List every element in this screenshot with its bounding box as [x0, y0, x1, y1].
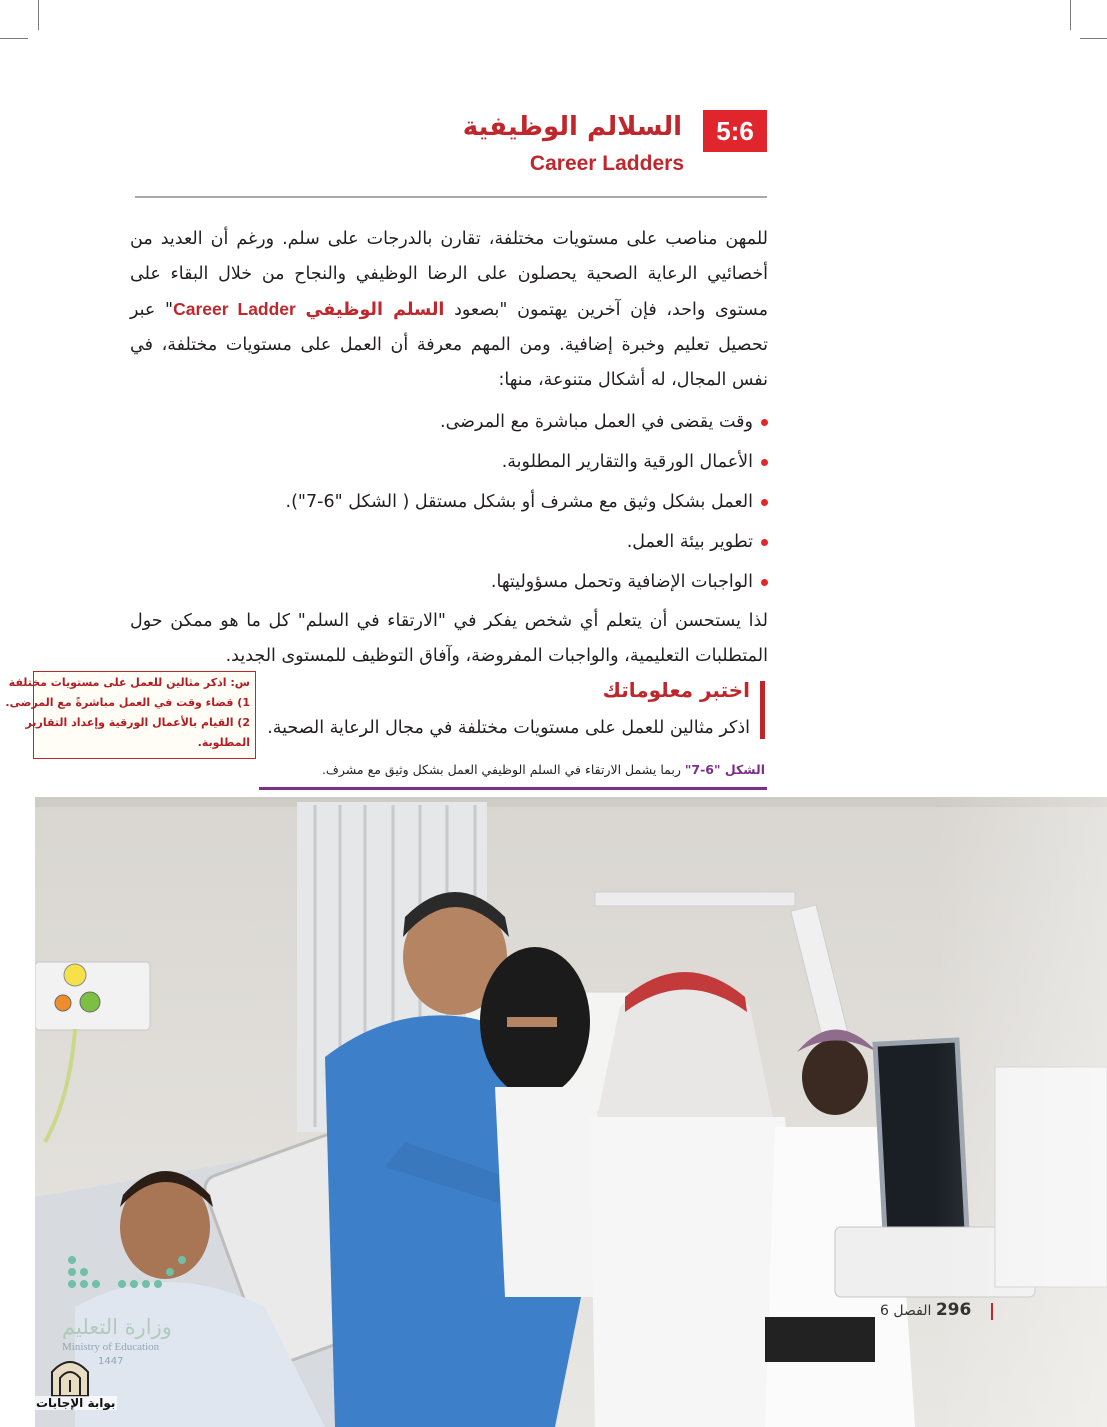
bullet-item: العمل بشكل وثيق مع مشرف أو بشكل مستقل ( الشكل "6-7").: [130, 482, 753, 522]
page-footer: [880, 1300, 971, 1320]
note-line: المطلوبة.: [197, 736, 250, 749]
intro-part-1: للمهن مناصب على مستويات مختلفة، تقارن بالدرجات على سلم. ورغم أن العديد من أخصائيي الرعاية الصحية يحصلون على الرضا الوظيفي والنجاح من خلال البقاء على مستوى واحد، فإن آخرين يهتمون "بصعود: [130, 229, 768, 320]
quiz-title: اختبر معلوماتك: [602, 678, 750, 702]
ministry-english: Ministry of Education: [62, 1341, 160, 1353]
section-number: 5:6: [703, 110, 767, 152]
answers-portal-logo-icon: [48, 1352, 92, 1398]
intro-paragraph: [130, 222, 768, 398]
bullet-item: وقت يقضى في العمل مباشرة مع المرضى.: [130, 402, 753, 442]
bullet-item: الواجبات الإضافية وتحمل مسؤوليتها.: [130, 562, 753, 602]
intro-part-2: " عبر تحصيل تعليم وخبرة إضافية. ومن المهم معرفة أن العمل على مستويات مختلفة، في نفس المجال، له أشكال متنوعة، منها:: [130, 300, 768, 390]
conclusion-paragraph: لذا يستحسن أن يتعلم أي شخص يفكر في "الارتقاء في السلم" كل ما هو ممكن حول المتطلبات التعليمية، والواجبات المفروضة، وآفاق التوظيف للمستوى الجديد.: [130, 611, 768, 666]
bullet-item: الأعمال الورقية والتقارير المطلوبة.: [130, 442, 753, 482]
crop-mark: [1070, 0, 1071, 30]
quiz-question: اذكر مثالين للعمل على مستويات مختلفة في مجال الرعاية الصحية.: [267, 718, 750, 738]
crop-mark: [0, 38, 28, 39]
header-divider: [135, 196, 767, 198]
crop-mark: [38, 0, 39, 30]
bullet-list: [130, 402, 768, 602]
answers-portal-logo: بوابة الإجابات: [36, 1396, 116, 1410]
crop-mark: [1080, 38, 1107, 39]
note-line: س: اذكر مثالين للعمل على مستويات مختلفة: [8, 676, 250, 689]
highlight-term-english: Career Ladder: [173, 299, 296, 319]
ministry-logo-dots: [62, 1250, 202, 1310]
figure-caption: [322, 762, 765, 777]
note-line: 2) القيام بالأعمال الورقية وإعداد التقارير: [25, 716, 250, 729]
figure-label: الشكل "6-7": [684, 762, 765, 777]
quiz-accent-bar: [760, 681, 765, 739]
bullet-item: تطوير بيئة العمل.: [130, 522, 753, 562]
ministry-year: 1447: [98, 1356, 124, 1367]
chapter-label: الفصل 6: [880, 1303, 932, 1319]
ministry-watermark: وزارة التعليم: [62, 1315, 172, 1339]
hospital-photo: [35, 797, 1107, 1427]
highlight-term-arabic: السلم الوظيفي: [305, 300, 445, 320]
section-title-english: Career Ladders: [529, 152, 684, 175]
note-line: 1) قضاء وقت في العمل مباشرةً مع المرضى.: [5, 696, 250, 709]
caption-rule: [259, 787, 767, 790]
page-number-bar: [991, 1303, 993, 1320]
body-text: [130, 222, 768, 674]
answer-note: [5, 671, 256, 759]
photo-illustration: [35, 797, 1107, 1427]
page-number: 296: [935, 1300, 972, 1320]
section-title-arabic: السلالم الوظيفية: [462, 112, 682, 142]
figure-caption-text: ربما يشمل الارتقاء في السلم الوظيفي العمل بشكل وثيق مع مشرف.: [321, 762, 685, 777]
